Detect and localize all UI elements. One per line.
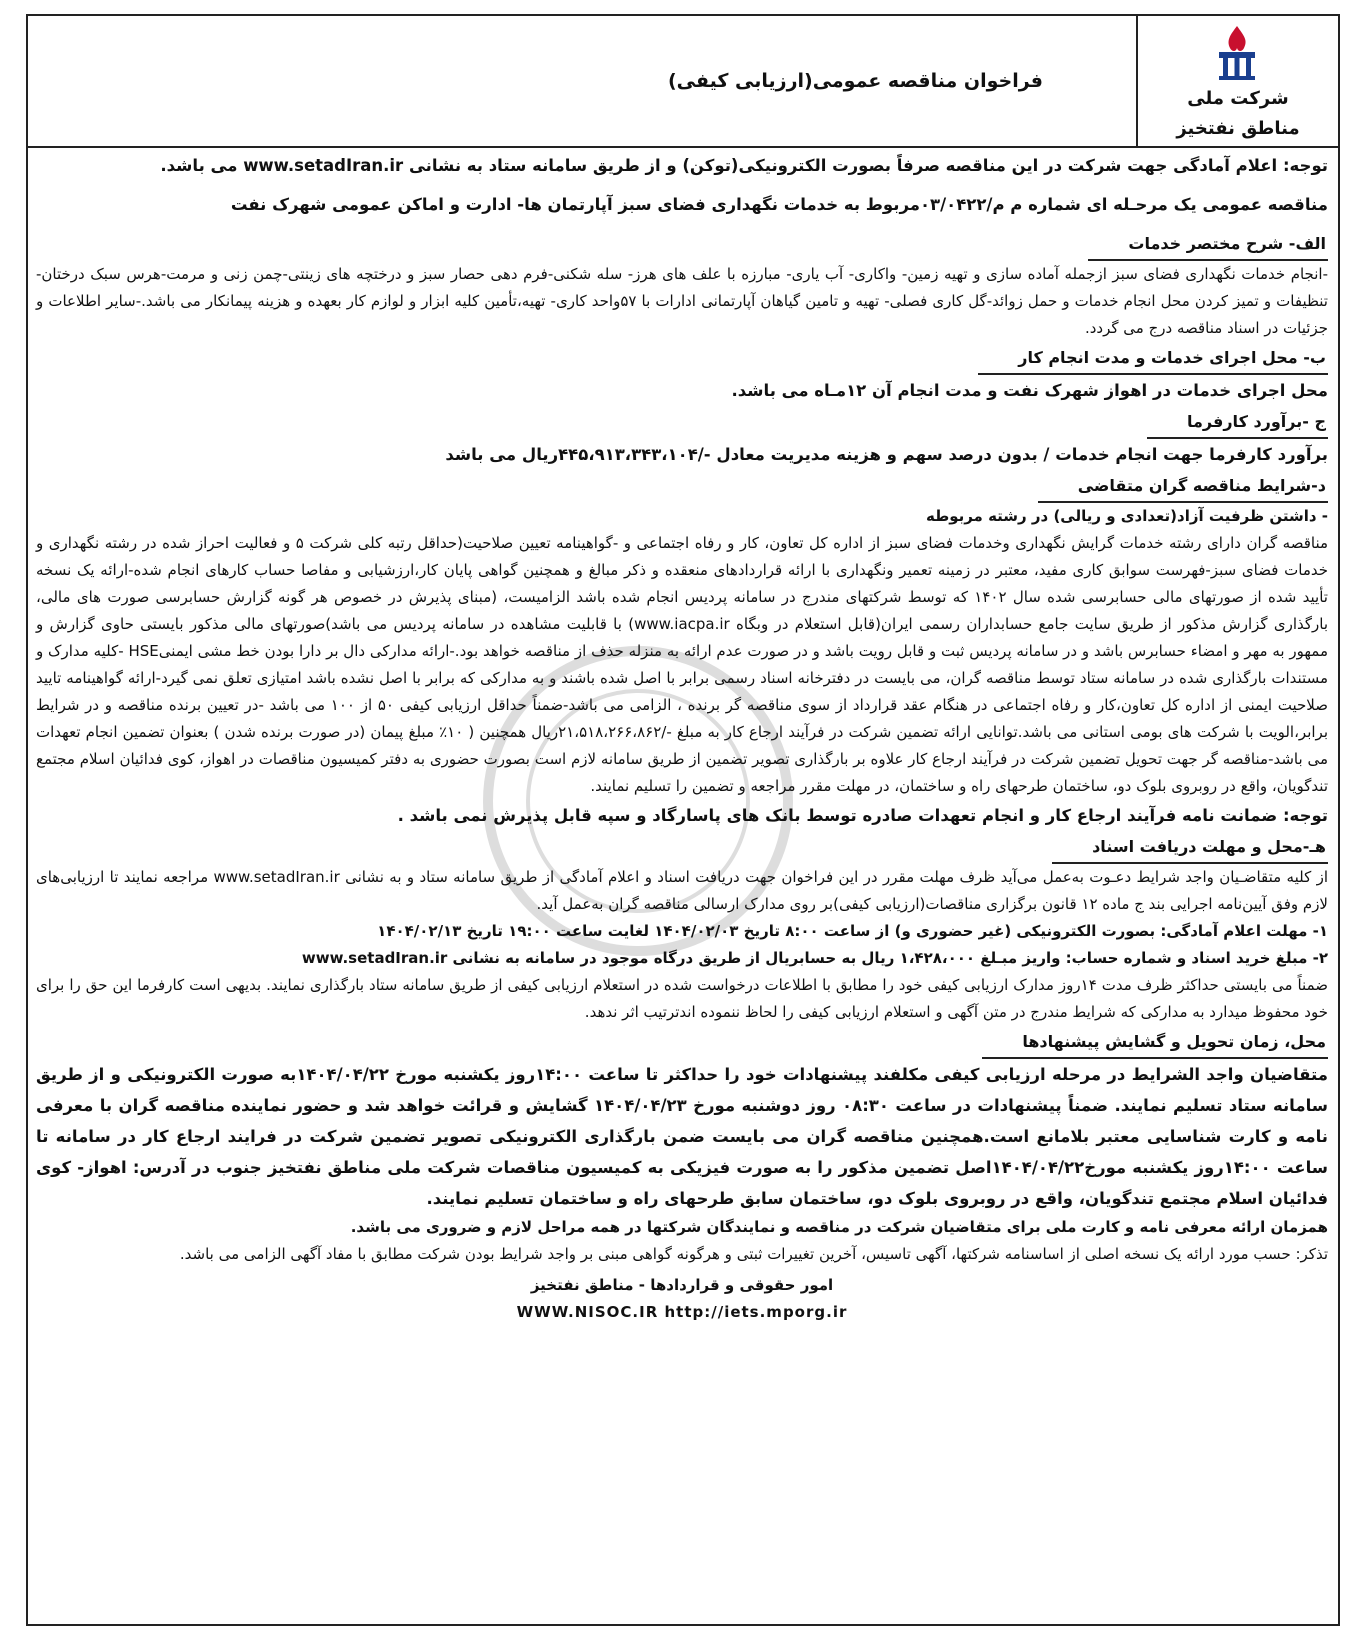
section-e-item-2: ۲- مبلغ خرید اسناد و شماره حساب: واریز مبـلغ ۱،۴۲۸،۰۰۰ ریال به حسابریال از طریق درگاه موجود در سامانه به نشانی www.setadIran.ir [301, 949, 1328, 967]
section-d-body: مناقصه گران دارای رشته خدمات گرایش نگهداری وخدمات فضای سبز از اداره کل تعاون، کار و رفاه اجتماعی و -گواهینامه تعیین صلاحیت(حداقل رتبه کلی شرکت ۵ و فعالیت احراز شده در رشته نگهداری و خدمات فضای سبز-فهرست سوابق کاری مفید، معتبر در زمینه تعمیر ونگهداری با ارائه قراردادهای منعقده و ذکر مبالغ و همچنین گواهی پایان کار،ارزشیابی و مفاصا حساب کارهای انجام شده-ارائه یک نسخه تأیید شده از صورتهای مالی حسابرسی شده سال ۱۴۰۲ که توسط شرکتهای مندرج در سامانه پردیس انجام شده باشد الزامیست، (مبنای پذیرش در خصوص هر گونه گزارش حسابرسی صورت های مالی، بارگذاری گزارش مذکور از طریق سایت جامع حسابداران رسمی ایران(قابل استعلام در وبگاه www.iacpa.ir) با قابلیت مشاهده در سامانه پردیس می باشد)صورتهای مالی مذکور بایستی حاوی گزارش و ممهور به مهر و امضاء حسابرس باشد و در سامانه پردیس ثبت و قابل رویت باشد و در صورت عدم ارائه به منزله حذف از مناقصه خواهد بود.-ارائه مدارکی دال بر دارا بودن خط مشی ایمنیHSE -کلیه مدارک و مستندات بارگذاری شده در سامانه ستاد توسط مناقصه گران، می بایست در دفترخانه اسناد رسمی برابر با اصل شده باشند و به مدارکی که برابر با اصل نشده باشد امتیازی تعلق نمی گیرد-ارائه گواهینامه تایید صلاحیت ایمنی از اداره کل تعاون،کار و رفاه اجتماعی در هنگام عقد قرارداد از سوی مناقصه گر برنده ، الزامی می باشد-ضمناً حداقل ارزیابی کیفی ۵۰ از ۱۰۰ می باشد -در تعیین برنده مناقصه و در شرایط برابر،الویت با شرکت های بومی استانی می باشد.توانایی ارائه تضمین شرکت در فرآیند ارجاع کار به مبلغ -/۲۱،۵۱۸،۲۶۶،۸۶۲ریال همچنین ( ۱۰٪ مبلغ پیمان (در صورت برنده شدن ) بعنوان تضمین انجام تعهدات می باشد-مناقصه گر جهت تحویل تضمین شرکت در فرآیند ارجاع کار علاوه بر بارگذاری تصویر تضمین از طریق سامانه لازم است بصورت حضوری به دفتر کمیسیون مناقصات در اهواز، کوی فدائیان اسلام مجتمع تندگویان، واقع در روبروی بلوک دو، ساختمان طرحهای راه و ساختمان، در مهلت مقرر مراجعه و تضمین را تسلیم نمایند. [36, 534, 1328, 795]
section-a-body: -انجام خدمات نگهداری فضای سبز ازجمله آماده سازی و تهیه زمین- واکاری- آب یاری- مبارزه با علف های هرز- سله شکنی-فرم دهی حصار سبز و درختچه های زینتی-چمن زنی و مرمت-هرس سبک درختان- تنظیفات و تمیز کردن محل انجام خدمات و حمل زوائد-گل کاری فصلی- تهیه و تامین گیاهان آپارتمانی ادارات با ۵۷واحد کاری- تهیه،تأمین کلیه ابزار و لوازم کار بعهده و هزینه پیمانکار می باشد.-سایر اطلاعات و جزئیات در اسناد مناقصه درج می گردد. [36, 265, 1328, 337]
section-c-body: برآورد کارفرما جهت انجام خدمات / بدون درصد سهم و هزینه مدیریت معادل -/۴۴۵،۹۱۳،۳۴۳،۱۰۴ریال می باشد [445, 445, 1328, 464]
electronic-notice: توجه: اعلام آمادگی جهت شرکت در این مناقصه صرفاً بصورت الکترونیکی(توکن) و از طریق سامانه ستاد به نشانی www.setadIran.ir می باشد. [160, 156, 1328, 175]
header-title-cell [28, 16, 1138, 146]
section-a-heading: الف- شرح مختصر خدمات [1088, 229, 1328, 261]
section-e-item-1: ۱- مهلت اعلام آمادگی: بصورت الکترونیکی (غیر حضوری و) از ساعت ۸:۰۰ تاریخ ۱۴۰۴/۰۲/۰۳ لغایت ساعت ۱۹:۰۰ تاریخ ۱۴۰۴/۰۲/۱۳ [377, 922, 1328, 940]
company-logo-block [1138, 16, 1338, 146]
nioc-flame-logo-icon [1214, 24, 1260, 82]
section-e-note: ضمناً می بایستی حداکثر ظرف مدت ۱۴روز مدارک ارزیابی کیفی خود را مطابق با اطلاعات درخواست شده در استعلام ارزیابی کیفی از طریق سامانه ستاد بارگذاری نمایند. بدیهی است کارفرما این حق را برای خود محفوظ میدارد به مدارکی که شرایط مندرج در متن آگهی و استعلام ارزیابی کیفی را لحاظ ننموده اندترتیب اثر ندهد. [36, 976, 1328, 1021]
company-name-line1: شرکت ملی [1187, 88, 1289, 109]
section-d-subheading: - داشتن ظرفیت آزاد(تعدادی و ریالی) در رشته مربوطه [925, 507, 1328, 525]
section-b-body: محل اجرای خدمات در اهواز شهرک نفت و مدت انجام آن ۱۲مـاه می باشد. [731, 381, 1328, 400]
reminder-note: تذکر: حسب مورد ارائه یک نسخه اصلی از اساسنامه شرکتها، آگهی تاسیس، آخرین تغییرات ثبتی و هرگونه گواهی مبنی بر واجد شرایط بودن شرکت مطابق با مفاد آگهی الزامی می باشد. [179, 1245, 1328, 1263]
tender-notice-page [26, 14, 1340, 1626]
notice-title: فراخوان مناقصه عمومی(ارزیابی کیفی) [668, 70, 1043, 92]
section-e-heading: هـ-محل و مهلت دریافت اسناد [1052, 832, 1328, 864]
header [28, 16, 1338, 148]
section-f-heading: محل، زمان تحویل و گشایش پیشنهادها [982, 1027, 1328, 1059]
section-f-body: متقاضیان واجد الشرایط در مرحله ارزیابی کیفی مکلفند پیشنهادات خود را حداکثر تا ساعت ۱۴:۰۰روز یکشنبه مورخ ۱۴۰۴/۰۴/۲۲به صورت الکترونیکی و از طریق سامانه ستاد تسلیم نمایند. ضمناً پیشنهادات در ساعت ۰۸:۳۰ روز دوشنبه مورخ ۱۴۰۴/۰۴/۲۳ گشایش و قرائت خواهد شد و حضور نماینده مناقصه گران با معرفی نامه و کارت شناسایی معتبر بلامانع است.همچنین مناقصه گران می بایست ضمن بارگذاری الکترونیکی تصویر تضمین شرکت در فرایند ارجاع کار در سامانه تا ساعت ۱۴:۰۰روز یکشنبه مورخ۱۴۰۴/۰۴/۲۲اصل تضمین مذکور را به صورت فیزیکی به کمیسیون مناقصات شرکت ملی مناطق نفتخیز جنوب در آدرس: اهواز- کوی فدائیان اسلام مجتمع تندگویان، واقع در روبروی بلوک دو، ساختمان سابق طرحهای راه و ساختمان تسلیم نمایند. [36, 1065, 1329, 1208]
section-b-heading: ب- محل اجرای خدمات و مدت انجام کار [978, 343, 1328, 375]
section-e-body: از کلیه متقاضـیان واجد شرایط دعـوت به‌عمل می‌آید ظرف مهلت مقرر در این فراخوان جهت دریافت اسناد و اعلام آمادگی از طریق سامانه ستاد و به نشانی www.setadIran.ir مراجعه نمایند تا ارزیابی‌های لازم وفق آیین‌نامه اجرایی بند ج ماده ۱۲ قانون برگزاری مناقصات(ارزیابی کیفی)بر روی مدارک ارسالی مناقصه گران به‌عمل آید. [36, 868, 1328, 913]
section-c-heading: ج -برآورد کارفرما [1147, 407, 1328, 439]
tender-title: مناقصه عمومی یک مرحـله ای شماره م م/۰۳/۰۴۲۲مربوط به خدمات نگهداری فضای سبز آپارتمان ها- ادارت و اماکن عمومی شهرک نفت [230, 195, 1328, 214]
notice-body [36, 150, 1328, 1616]
id-card-notice: همزمان ارائه معرفی نامه و کارت ملی برای متقاضیان شرکت در مناقصه و نمایندگان شرکتها در همه مراحل لازم و ضروری می باشد. [350, 1218, 1328, 1236]
guarantee-notice: توجه: ضمانت نامه فرآیند ارجاع کار و انجام تعهدات صادره توسط بانک های پاسارگاد و سپه قابل پذیرش نمی باشد . [397, 806, 1328, 825]
company-name-line2: مناطق نفتخیز [1176, 118, 1300, 139]
footer-department: امور حقوقی و قراردادها - مناطق نفتخیز [530, 1276, 834, 1294]
footer-websites: WWW.NISOC.IR http://iets.mporg.ir [516, 1303, 848, 1321]
section-d-heading: د-شرایط مناقصه گران متقاضی [1038, 471, 1328, 503]
